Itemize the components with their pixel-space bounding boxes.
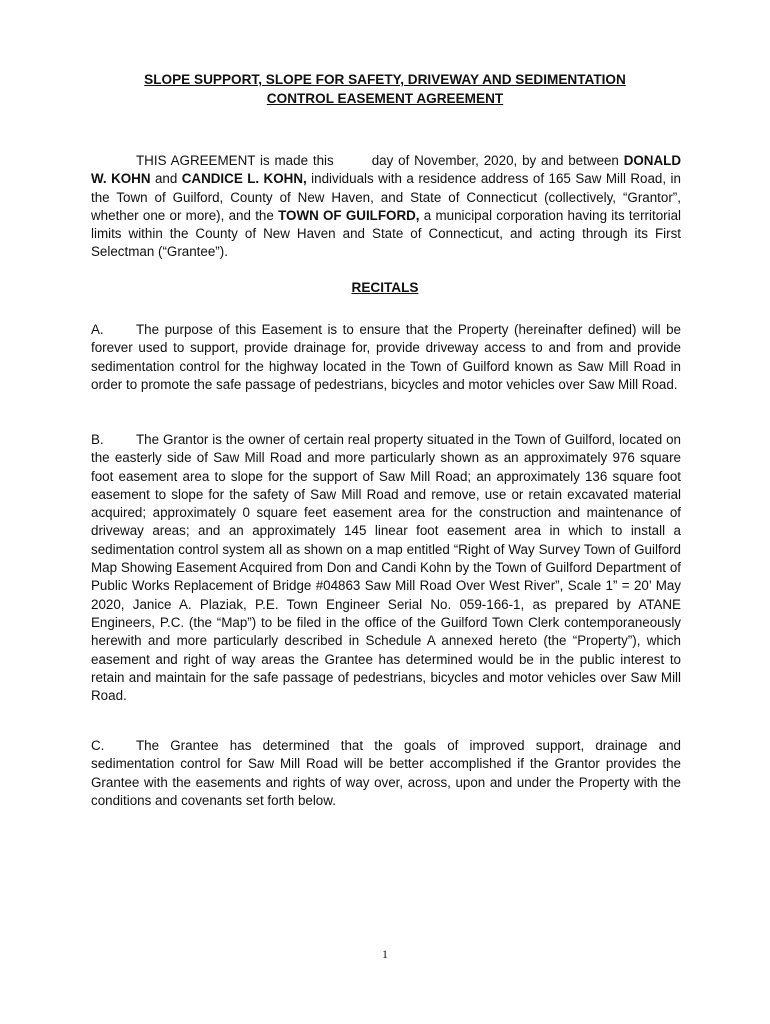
intro-part-4: a municipal corporation having its territorial limits within the County of New Haven and State of Connecticut, and acting through its First Selectman (“Grantee”). <box>91 207 682 260</box>
recital-a <box>91 321 681 394</box>
recital-label: C. <box>91 738 105 753</box>
recital-text: The Grantee has determined that the goals of improved support, drainage and sedimentation control for Saw Mill Road will be better accomplished if the Grantor provides the Grantee with the easements and rights of way over, across, upon and under the Property with the conditions and covenants set forth below. <box>91 738 681 808</box>
grantor-name-2: CANDICE L. KOHN, <box>181 171 307 187</box>
page-number: 1 <box>382 947 388 961</box>
title-line-2: CONTROL EASEMENT AGREEMENT <box>266 91 504 106</box>
intro-part-3: individuals with a residence address of 165 Saw Mill Road, in the Town of Guilford, County of New Haven, and State of Connecticut (collectively, “Grantor”, whether one or more), and the <box>91 171 681 223</box>
grantor-name-1: DONALD W. KOHN <box>91 153 681 187</box>
recital-c <box>91 737 681 810</box>
intro-paragraph <box>91 152 681 262</box>
grantee-name: TOWN OF GUILFORD, <box>278 207 420 223</box>
recital-label: B. <box>91 432 104 447</box>
recital-label: A. <box>91 322 104 337</box>
intro-part-1: THIS AGREEMENT is made this <box>136 153 334 168</box>
recital-text: The purpose of this Easement is to ensure that the Property (hereinafter defined) will be forever used to support, provide drainage for, provide driveway access to and from and provide sedimentation control for the highway located in the Town of Guilford known as Saw Mill Road in order to promote the safe passage of pedestrians, bicycles and motor vehicles over Saw Mill Road. <box>91 322 681 392</box>
recital-text: The Grantor is the owner of certain real property situated in the Town of Guilford, located on the easterly side of Saw Mill Road and more particularly shown as an approximately 976 square foot easement area to slope for the support of Saw Mill Road; an approximately 136 square foot easement to slope for the safety of Saw Mill Road and remove, use or retain excavated material acquired; approximately 0 square feet easement area for the construction and maintenance of driveway areas; and an approximately 145 linear foot easement area in which to install a sedimentation control system all as shown on a map entitled “Right of Way Survey Town of Guilford Map Showing Easement Acquired from Don and Candi Kohn by the Town of Guilford Department of Public Works Replacement of Bridge #04863 Saw Mill Road Over West River”, Scale 1” = 20’ May 2020, Janice A. Plaziak, P.E. Town Engineer Serial No. 059-166-1, as prepared by ATANE Engineers, P.C. (the “Map”) to be filed in the office of the Guilford Town Clerk contemporaneously herewith and more particularly described in Schedule A annexed hereto (the “Property”), which easement and right of way areas the Grantee has determined would be in the public interest to retain and maintain for the safe passage of pedestrians, bicycles and motor vehicles over Saw Mill Road. <box>91 432 681 704</box>
intro-part-2: day of November, 2020, by and between <box>371 153 619 168</box>
document-title <box>0 70 770 108</box>
intro-and: and <box>150 171 182 187</box>
recitals-heading: RECITALS <box>351 280 419 295</box>
recital-b <box>91 431 681 705</box>
title-line-1: SLOPE SUPPORT, SLOPE FOR SAFETY, DRIVEWAY AND SEDIMENTATION <box>144 72 626 87</box>
